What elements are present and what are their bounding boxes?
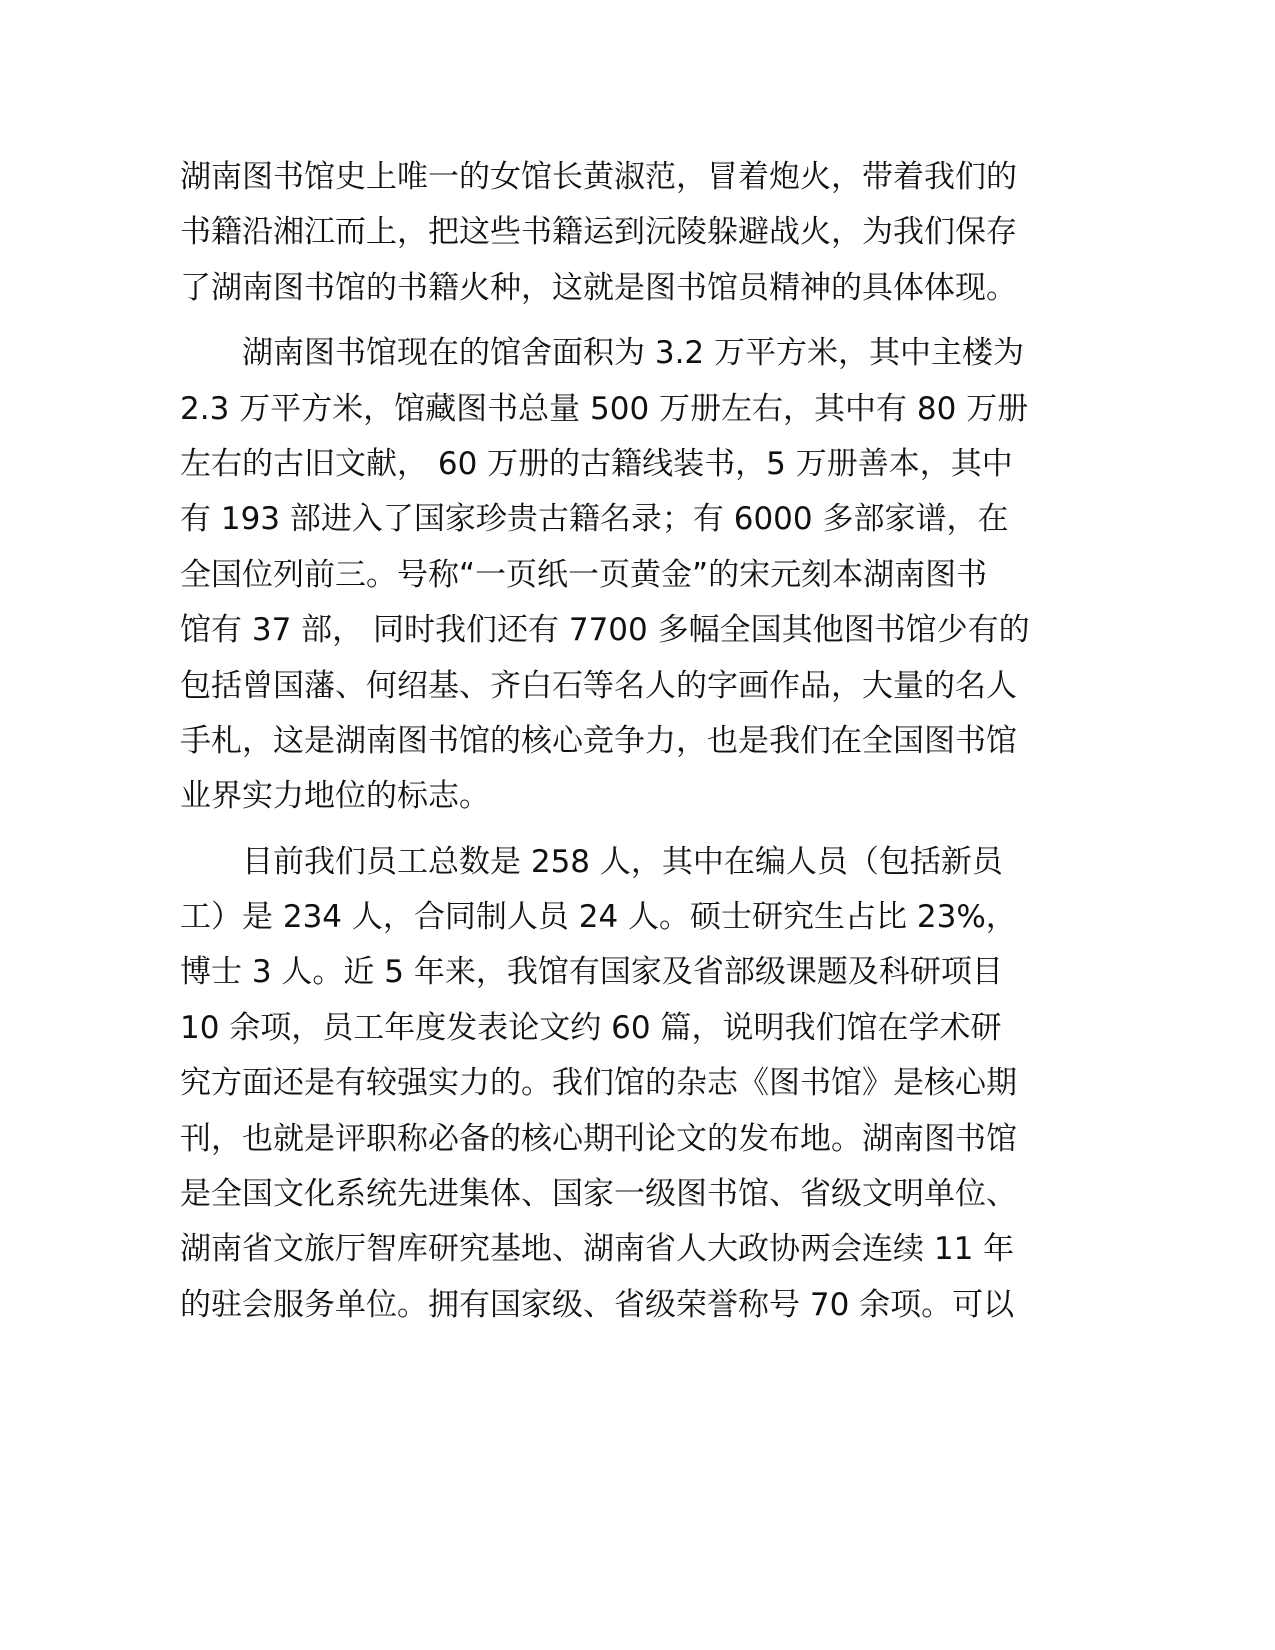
text-line: 业界实力地位的标志。 xyxy=(180,778,490,815)
text-line: 2.3 万平方米，馆藏图书总量 500 万册左右，其中有 80 万册 xyxy=(180,390,1029,427)
text-line: 全国位列前三。号称“一页纸一页黄金”的宋元刻本湖南图书 xyxy=(180,556,988,593)
text-line: 是全国文化系统先进集体、国家一级图书馆、省级文明单位、 xyxy=(180,1176,1017,1213)
text-line: 包括曾国藩、何绍基、齐白石等名人的字画作品，大量的名人 xyxy=(180,667,1017,704)
text-line: 左右的古旧文献， 60 万册的古籍线装书，5 万册善本，其中 xyxy=(180,445,1013,482)
text-line: 湖南图书馆现在的馆舍面积为 3.2 万平方米，其中主楼为 xyxy=(180,335,1025,372)
text-line: 手札，这是湖南图书馆的核心竞争力，也是我们在全国图书馆 xyxy=(180,722,1017,759)
text-line: 工）是 234 人，合同制人员 24 人。硕士研究生占比 23%， xyxy=(180,899,1017,936)
paragraph-1 xyxy=(180,150,1038,316)
text-line: 湖南图书馆史上唯一的女馆长黄淑范，冒着炮火，带着我们的 xyxy=(180,159,1017,195)
text-line: 目前我们员工总数是 258 人，其中在编人员（包括新员 xyxy=(180,843,1003,880)
text-line: 了湖南图书馆的书籍火种，这就是图书馆员精神的具体体现。 xyxy=(180,269,1017,306)
text-line: 究方面还是有较强实力的。我们馆的杂志《图书馆》是核心期 xyxy=(180,1065,1017,1102)
text-line: 有 193 部进入了国家珍贵古籍名录；有 6000 多部家谱，在 xyxy=(180,501,1009,538)
paragraph-gap xyxy=(180,316,1038,326)
paragraph-3 xyxy=(180,835,1038,1334)
text-line: 博士 3 人。近 5 年来，我馆有国家及省部级课题及科研项目 xyxy=(180,954,1003,991)
body-text xyxy=(180,150,1038,1333)
text-line: 的驻会服务单位。拥有国家级、省级荣誉称号 70 余项。可以 xyxy=(180,1286,1015,1323)
text-line: 10 余项，员工年度发表论文约 60 篇，说明我们馆在学术研 xyxy=(180,1009,1002,1046)
text-line: 书籍沿湘江而上，把这些书籍运到沅陵躲避战火，为我们保存 xyxy=(180,214,1017,251)
text-line: 刊，也就是评职称必备的核心期刊论文的发布地。湖南图书馆 xyxy=(180,1120,1017,1157)
paragraph-gap xyxy=(180,825,1038,835)
text-line: 湖南省文旅厅智库研究基地、湖南省人大政协两会连续 11 年 xyxy=(180,1231,1015,1268)
text-line: 馆有 37 部， 同时我们还有 7700 多幅全国其他图书馆少有的 xyxy=(180,612,1030,649)
paragraph-2 xyxy=(180,326,1038,825)
